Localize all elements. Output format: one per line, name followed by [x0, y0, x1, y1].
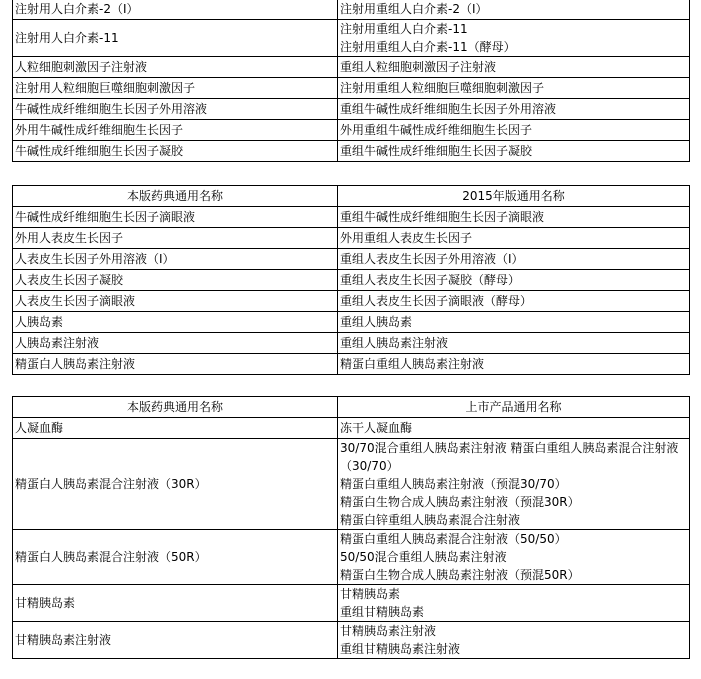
- right-cell-line: 重组人表皮生长因子凝胶（酵母）: [340, 273, 521, 287]
- left-cell: 外用牛碱性成纤维细胞生长因子: [13, 120, 338, 141]
- right-cell-line: 重组人表皮生长因子滴眼液（酵母）: [340, 294, 533, 308]
- right-cell-line: 重组牛碱性成纤维细胞生长因子凝胶: [340, 144, 533, 158]
- table-row: [13, 78, 690, 99]
- left-cell: 注射用人白介素-2（I）: [13, 0, 338, 20]
- table-row: [13, 622, 690, 659]
- name-mapping-table-2: [12, 185, 690, 375]
- right-cell: [338, 291, 690, 312]
- right-cell-line: 精蛋白重组人胰岛素注射液: [340, 357, 485, 371]
- right-cell-line: 重组人胰岛素注射液: [340, 336, 449, 350]
- table-row: [13, 291, 690, 312]
- table-row: [13, 585, 690, 622]
- left-cell: 人粒细胞刺激因子注射液: [13, 57, 338, 78]
- right-cell: [338, 20, 690, 57]
- right-cell: [338, 312, 690, 333]
- right-cell-line: 甘精胰岛素注射液: [340, 624, 437, 638]
- right-cell: [338, 207, 690, 228]
- right-cell: [338, 354, 690, 375]
- right-cell: [338, 78, 690, 99]
- right-cell-line: 重组甘精胰岛素: [340, 605, 425, 619]
- table-row: [13, 354, 690, 375]
- left-cell: 人表皮生长因子外用溶液（I）: [13, 249, 338, 270]
- right-cell: [338, 99, 690, 120]
- left-cell: 甘精胰岛素注射液: [13, 622, 338, 659]
- left-cell: 注射用人白介素-11: [13, 20, 338, 57]
- right-cell-line: 精蛋白重组人胰岛素注射液（预混30/70）: [340, 477, 567, 491]
- right-cell-line: 50/50混合重组人胰岛素注射液: [340, 550, 507, 564]
- table-row: [13, 249, 690, 270]
- right-cell: [338, 622, 690, 659]
- right-cell-line: 精蛋白锌重组人胰岛素混合注射液: [340, 513, 521, 527]
- table-header-row: [13, 397, 690, 418]
- right-cell: [338, 418, 690, 439]
- table-row: [13, 99, 690, 120]
- right-cell-line: 甘精胰岛素: [340, 587, 401, 601]
- right-cell-line: 重组人粒细胞刺激因子注射液: [340, 60, 497, 74]
- right-cell-line: 重组人表皮生长因子外用溶液（I）: [340, 252, 524, 266]
- right-cell: [338, 0, 690, 20]
- right-cell-line: 精蛋白重组人胰岛素混合注射液（50/50）: [340, 532, 567, 546]
- right-cell-line: 注射用重组人粒细胞巨噬细胞刺激因子: [340, 81, 545, 95]
- left-cell: 牛碱性成纤维细胞生长因子凝胶: [13, 141, 338, 162]
- right-cell-line: 重组人胰岛素: [340, 315, 413, 329]
- table-row: [13, 207, 690, 228]
- right-cell: [338, 57, 690, 78]
- left-cell: 人表皮生长因子滴眼液: [13, 291, 338, 312]
- table-row: [13, 439, 690, 530]
- left-cell: 人凝血酶: [13, 418, 338, 439]
- left-cell: 牛碱性成纤维细胞生长因子滴眼液: [13, 207, 338, 228]
- table-header-row: [13, 186, 690, 207]
- table-row: [13, 0, 690, 20]
- right-cell: [338, 439, 690, 530]
- name-mapping-table-1: [12, 0, 690, 162]
- table-row: [13, 270, 690, 291]
- table-row: [13, 418, 690, 439]
- right-cell-line: 冻干人凝血酶: [340, 421, 413, 435]
- left-cell: 人表皮生长因子凝胶: [13, 270, 338, 291]
- right-cell: [338, 120, 690, 141]
- column-header-marketed-name: 上市产品通用名称: [338, 397, 690, 418]
- left-cell: 牛碱性成纤维细胞生长因子外用溶液: [13, 99, 338, 120]
- column-header-current-name: 本版药典通用名称: [13, 186, 338, 207]
- left-cell: 精蛋白人胰岛素混合注射液（50R）: [13, 530, 338, 585]
- right-cell-line: 注射用重组人白介素-11: [340, 22, 468, 36]
- left-cell: 人胰岛素注射液: [13, 333, 338, 354]
- right-cell: [338, 228, 690, 249]
- right-cell-line: 外用重组牛碱性成纤维细胞生长因子: [340, 123, 533, 137]
- right-cell: [338, 249, 690, 270]
- table-row: [13, 57, 690, 78]
- right-cell-line: 重组甘精胰岛素注射液: [340, 642, 461, 656]
- left-cell: 精蛋白人胰岛素注射液: [13, 354, 338, 375]
- left-cell: 注射用人粒细胞巨噬细胞刺激因子: [13, 78, 338, 99]
- right-cell-line: 重组牛碱性成纤维细胞生长因子滴眼液: [340, 210, 545, 224]
- right-cell-line: 注射用重组人白介素-11（酵母）: [340, 40, 516, 54]
- table-row: [13, 530, 690, 585]
- column-header-current-name: 本版药典通用名称: [13, 397, 338, 418]
- column-header-2015-name: 2015年版通用名称: [338, 186, 690, 207]
- right-cell: [338, 141, 690, 162]
- name-mapping-table-3: [12, 396, 690, 659]
- table-row: [13, 333, 690, 354]
- right-cell-line: 30/70混合重组人胰岛素注射液 精蛋白重组人胰岛素混合注射液（30/70）: [340, 441, 679, 473]
- right-cell: [338, 585, 690, 622]
- right-cell-line: 精蛋白生物合成人胰岛素注射液（预混30R）: [340, 495, 580, 509]
- right-cell: [338, 270, 690, 291]
- table-row: [13, 141, 690, 162]
- right-cell-line: 精蛋白生物合成人胰岛素注射液（预混50R）: [340, 568, 580, 582]
- table-row: [13, 228, 690, 249]
- left-cell: 精蛋白人胰岛素混合注射液（30R）: [13, 439, 338, 530]
- table-row: [13, 312, 690, 333]
- table-row: [13, 120, 690, 141]
- right-cell-line: 重组牛碱性成纤维细胞生长因子外用溶液: [340, 102, 557, 116]
- right-cell: [338, 333, 690, 354]
- right-cell-line: 注射用重组人白介素-2（I）: [340, 2, 488, 16]
- table-row: [13, 20, 690, 57]
- left-cell: 外用人表皮生长因子: [13, 228, 338, 249]
- right-cell-line: 外用重组人表皮生长因子: [340, 231, 473, 245]
- left-cell: 甘精胰岛素: [13, 585, 338, 622]
- left-cell: 人胰岛素: [13, 312, 338, 333]
- right-cell: [338, 530, 690, 585]
